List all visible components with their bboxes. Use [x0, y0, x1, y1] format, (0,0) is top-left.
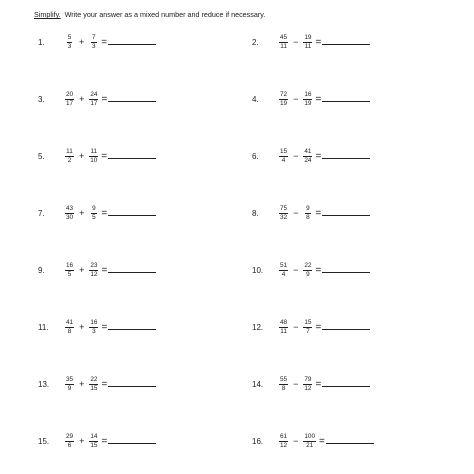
denominator: 4 — [281, 157, 286, 164]
numerator: 55 — [280, 376, 288, 383]
problem-number: 10. — [252, 265, 264, 275]
operator: + — [79, 265, 85, 275]
equals-sign: = — [101, 150, 108, 162]
answer-blank[interactable] — [108, 101, 156, 102]
fraction-b — [88, 148, 99, 164]
operator: − — [293, 436, 299, 446]
problem-number: 2. — [252, 37, 259, 47]
answer-blank[interactable] — [322, 44, 370, 45]
denominator: 12 — [304, 385, 312, 392]
operator: + — [79, 151, 85, 161]
numerator: 15 — [280, 148, 288, 155]
numerator: 20 — [66, 91, 74, 98]
problem-number: 11. — [38, 322, 49, 332]
problem-2 — [252, 27, 370, 57]
operator: + — [79, 208, 85, 218]
operator: − — [293, 265, 299, 275]
answer-blank[interactable] — [108, 386, 156, 387]
problem-number: 3. — [38, 94, 45, 104]
answer-blank[interactable] — [108, 329, 156, 330]
equals-sign: = — [315, 36, 322, 48]
problem-13 — [38, 369, 156, 399]
denominator: 19 — [280, 100, 288, 107]
equals-sign: = — [101, 36, 108, 48]
fraction-a — [278, 433, 289, 449]
fraction-a — [64, 91, 75, 107]
problem-14 — [252, 369, 370, 399]
fraction-a — [64, 205, 75, 221]
problem-number: 7. — [38, 208, 45, 218]
answer-blank[interactable] — [322, 215, 370, 216]
fraction-b — [302, 433, 317, 449]
answer-blank[interactable] — [322, 386, 370, 387]
equals-sign: = — [315, 207, 322, 219]
numerator: 75 — [280, 205, 288, 212]
equals-sign: = — [315, 321, 322, 333]
numerator: 9 — [92, 205, 96, 212]
numerator: 16 — [90, 319, 98, 326]
problem-7 — [38, 198, 156, 228]
denominator: 3 — [91, 43, 96, 50]
fraction-b — [88, 433, 99, 449]
equals-sign: = — [315, 378, 322, 390]
fraction-a — [278, 91, 289, 107]
numerator: 11 — [90, 148, 98, 155]
numerator: 15 — [304, 319, 312, 326]
equals-sign: = — [101, 93, 108, 105]
numerator: 48 — [280, 319, 288, 326]
equals-sign: = — [315, 150, 322, 162]
fraction-a — [64, 376, 75, 392]
numerator: 100 — [304, 433, 316, 440]
numerator: 35 — [66, 376, 74, 383]
denominator: 9 — [306, 271, 310, 278]
answer-blank[interactable] — [322, 101, 370, 102]
numerator: 24 — [90, 91, 98, 98]
fraction-b — [88, 91, 99, 107]
denominator: 11 — [280, 43, 287, 50]
equals-sign: = — [101, 207, 108, 219]
operator: − — [293, 37, 299, 47]
problem-3 — [38, 84, 156, 114]
numerator: 45 — [280, 34, 288, 41]
problem-number: 8. — [252, 208, 259, 218]
answer-blank[interactable] — [322, 329, 370, 330]
denominator: 2 — [67, 157, 72, 164]
denominator: 3 — [92, 328, 96, 335]
instructions-text: Write your answer as a mixed number and reduce if necessary. — [64, 10, 266, 19]
equals-sign: = — [101, 435, 108, 447]
equals-sign: = — [101, 264, 108, 276]
numerator: 61 — [280, 433, 288, 440]
instructions — [34, 10, 265, 19]
denominator: 9 — [67, 385, 72, 392]
denominator: 4 — [281, 271, 286, 278]
denominator: 17 — [90, 100, 98, 107]
problem-6 — [252, 141, 370, 171]
fraction-b — [88, 262, 99, 278]
operator: − — [293, 379, 299, 389]
problem-16 — [252, 426, 374, 456]
numerator: 9 — [306, 205, 310, 212]
numerator: 41 — [304, 148, 312, 155]
problem-number: 5. — [38, 151, 45, 161]
numerator: 72 — [280, 91, 288, 98]
fraction-a — [64, 34, 75, 50]
numerator: 51 — [280, 262, 288, 269]
numerator: 22 — [90, 376, 98, 383]
denominator: 8 — [67, 328, 72, 335]
problem-15 — [38, 426, 156, 456]
operator: + — [79, 322, 85, 332]
fraction-a — [278, 205, 289, 221]
denominator: 15 — [90, 385, 98, 392]
fraction-a — [278, 319, 289, 335]
problem-12 — [252, 312, 370, 342]
instructions-lead: Simplify. — [34, 10, 61, 19]
fraction-a — [278, 262, 289, 278]
problem-4 — [252, 84, 370, 114]
fraction-a — [64, 319, 75, 335]
problem-5 — [38, 141, 156, 171]
answer-blank[interactable] — [108, 272, 156, 273]
denominator: 17 — [66, 100, 74, 107]
operator: − — [293, 208, 299, 218]
problem-number: 15. — [38, 436, 50, 446]
answer-blank[interactable] — [108, 443, 156, 444]
equals-sign: = — [101, 321, 108, 333]
numerator: 14 — [90, 433, 98, 440]
denominator: 7 — [306, 328, 310, 335]
denominator: 19 — [304, 100, 312, 107]
numerator: 16 — [304, 91, 312, 98]
denominator: 8 — [281, 385, 286, 392]
equals-sign: = — [315, 93, 322, 105]
equals-sign: = — [101, 378, 108, 390]
numerator: 23 — [90, 262, 98, 269]
operator: + — [79, 94, 85, 104]
fraction-b — [302, 91, 313, 107]
denominator: 21 — [306, 442, 314, 449]
problem-1 — [38, 27, 156, 57]
denominator: 5 — [67, 271, 72, 278]
fraction-b — [302, 376, 313, 392]
problem-number: 12. — [252, 322, 264, 332]
denominator: 8 — [306, 214, 310, 221]
problem-11 — [38, 312, 156, 342]
problem-number: 9. — [38, 265, 45, 275]
problem-8 — [252, 198, 370, 228]
fraction-b — [302, 205, 313, 221]
fraction-a — [64, 148, 75, 164]
denominator: 15 — [90, 442, 98, 449]
equals-sign: = — [319, 435, 325, 447]
fraction-a — [64, 433, 75, 449]
answer-blank[interactable] — [108, 158, 156, 159]
numerator: 43 — [66, 205, 74, 212]
problem-9 — [38, 255, 156, 285]
equals-sign: = — [315, 264, 322, 276]
answer-blank[interactable] — [108, 44, 156, 45]
denominator: 6 — [67, 442, 72, 449]
problem-number: 16. — [252, 436, 264, 446]
fraction-b — [302, 148, 313, 164]
fraction-a — [278, 148, 289, 164]
fraction-b — [302, 262, 313, 278]
problem-number: 14. — [252, 379, 264, 389]
operator: − — [293, 94, 299, 104]
problem-10 — [252, 255, 370, 285]
operator: + — [79, 37, 85, 47]
denominator: 12 — [280, 442, 288, 449]
answer-blank[interactable] — [326, 443, 374, 444]
problem-number: 13. — [38, 379, 50, 389]
fraction-b — [88, 376, 99, 392]
denominator: 30 — [66, 214, 74, 221]
numerator: 19 — [304, 34, 312, 41]
fraction-a — [278, 34, 289, 50]
fraction-b — [88, 319, 99, 335]
answer-blank[interactable] — [322, 158, 370, 159]
answer-blank[interactable] — [108, 215, 156, 216]
numerator: 79 — [304, 376, 312, 383]
fraction-a — [278, 376, 289, 392]
operator: + — [79, 379, 85, 389]
operator: + — [79, 436, 85, 446]
fraction-b — [88, 205, 99, 221]
numerator: 11 — [66, 148, 73, 155]
denominator: 3 — [67, 43, 72, 50]
problem-number: 6. — [252, 151, 259, 161]
fraction-b — [302, 319, 313, 335]
operator: − — [293, 322, 299, 332]
problem-number: 4. — [252, 94, 259, 104]
numerator: 5 — [67, 34, 72, 41]
fraction-b — [88, 34, 99, 50]
fraction-a — [64, 262, 75, 278]
problem-number: 1. — [38, 37, 45, 47]
numerator: 41 — [66, 319, 74, 326]
denominator: 11 — [280, 328, 287, 335]
numerator: 22 — [304, 262, 312, 269]
fraction-b — [302, 34, 313, 50]
numerator: 29 — [66, 433, 74, 440]
denominator: 24 — [304, 157, 312, 164]
numerator: 16 — [66, 262, 74, 269]
denominator: 32 — [280, 214, 288, 221]
denominator: 12 — [90, 271, 98, 278]
operator: − — [293, 151, 299, 161]
denominator: 10 — [90, 157, 98, 164]
answer-blank[interactable] — [322, 272, 370, 273]
denominator: 5 — [92, 214, 96, 221]
numerator: 7 — [91, 34, 96, 41]
denominator: 11 — [304, 43, 312, 50]
